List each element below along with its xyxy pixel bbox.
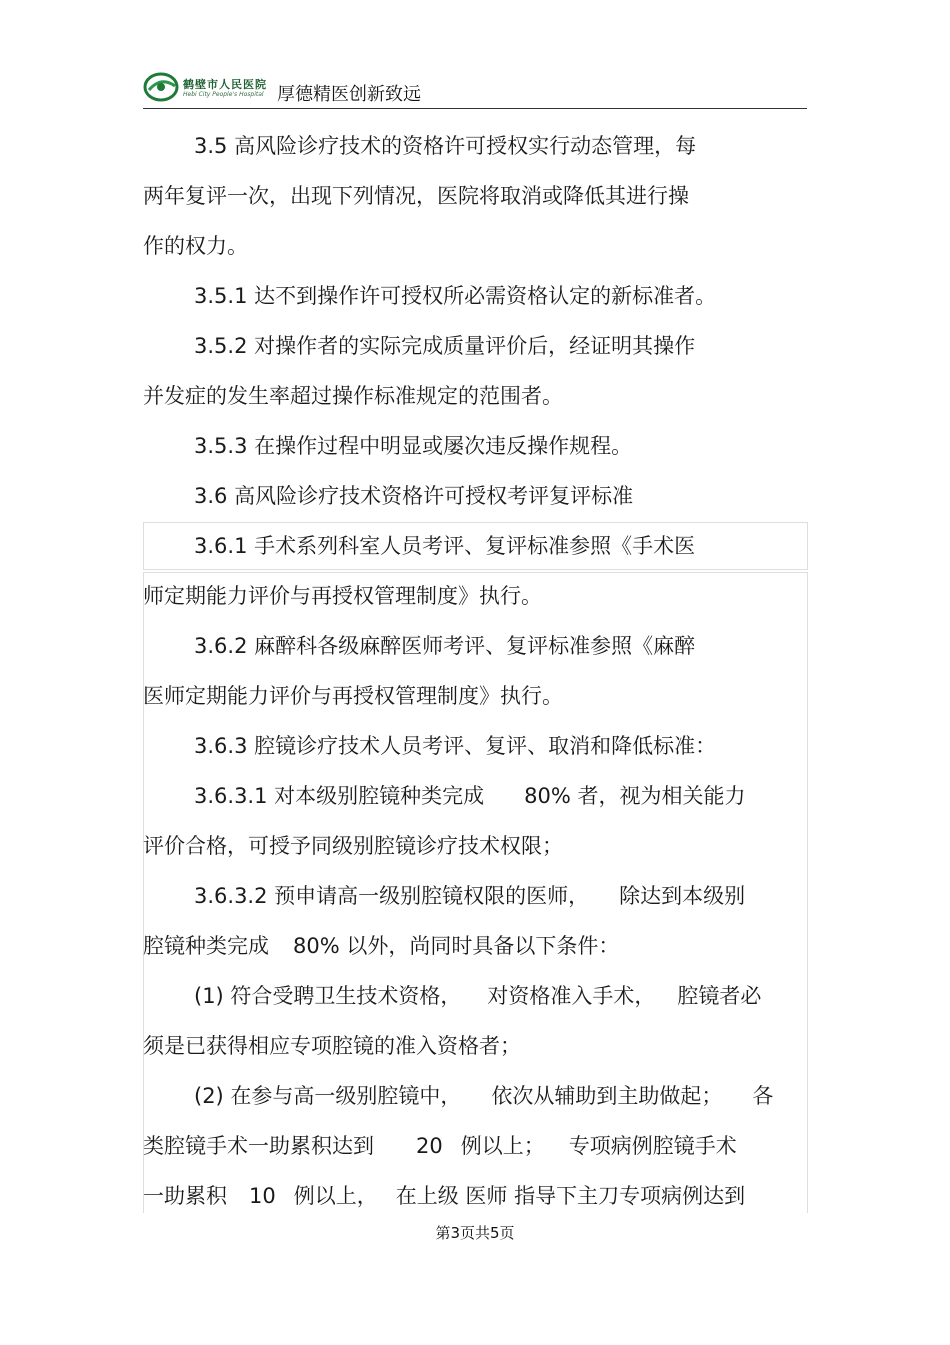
text-segment: 20 [416, 1134, 443, 1158]
text-line [194, 1083, 773, 1109]
text-segment: 3.6.3.1 对本级别腔镜种类完成 [194, 784, 485, 808]
text-line: 3.6.3 腔镜诊疗技术人员考评、复评、取消和降低标准： [194, 734, 717, 758]
text-line: 3.6 高风险诊疗技术资格许可授权考评复评标准 [194, 484, 634, 508]
text-segment: 类腔镜手术一助累积达到 [143, 1134, 374, 1158]
text-segment: 10 [249, 1184, 276, 1208]
text-line: 3.6.1 手术系列科室人员考评、复评标准参照《手术医 [194, 534, 696, 558]
text-segment: 80% 以外，尚同时具备以下条件： [293, 934, 620, 958]
text-line: 须是已获得相应专项腔镜的准入资格者； [143, 1034, 521, 1058]
text-line [143, 933, 619, 959]
text-segment: 腔镜者必 [677, 984, 762, 1008]
text-segment: (2) 在参与高一级别腔镜中， [194, 1084, 462, 1108]
page-header [143, 68, 807, 109]
text-segment: 例以上； [460, 1134, 545, 1158]
text-line [194, 883, 745, 909]
text-segment: 对资格准入手术， [487, 984, 656, 1008]
text-line: 并发症的发生率超过操作标准规定的范围者。 [143, 384, 563, 408]
text-segment: 各 [752, 1084, 774, 1108]
text-line: 3.5 高风险诊疗技术的资格许可授权实行动态管理，每 [194, 134, 697, 158]
text-segment: (1) 符合受聘卫生技术资格， [194, 984, 462, 1008]
text-segment: 80% 者，视为相关能力 [524, 784, 746, 808]
text-segment: 专项病例腔镜手术 [568, 1134, 737, 1158]
text-segment: 例以上， [293, 1184, 378, 1208]
text-segment: 除达到本级别 [619, 884, 746, 908]
text-line: 3.5.3 在操作过程中明显或屡次违反操作规程。 [194, 434, 633, 458]
hospital-emblem-icon [143, 70, 183, 104]
text-line: 评价合格，可授予同级别腔镜诊疗技术权限； [143, 834, 563, 858]
text-segment: 3.6.3.2 预申请高一级别腔镜权限的医师， [194, 884, 590, 908]
text-line [194, 783, 746, 809]
text-line: 师定期能力评价与再授权管理制度》执行。 [143, 584, 542, 608]
logo-chinese-name: 鹤壁市人民医院 [183, 78, 267, 91]
text-line: 3.5.2 对操作者的实际完成质量评价后，经证明其操作 [194, 334, 696, 358]
text-segment: 一助累积 [143, 1184, 227, 1208]
header-motto: 厚德精医创新致远 [277, 84, 421, 105]
text-segment: 在上级 医师 指导下主刀专项病例达到 [395, 1184, 746, 1208]
text-line [143, 1183, 745, 1209]
text-line: 医师定期能力评价与再授权管理制度》执行。 [143, 684, 563, 708]
text-segment: 腔镜种类完成 [143, 934, 269, 958]
hospital-logo [143, 70, 275, 104]
text-line: 两年复评一次，出现下列情况，医院将取消或降低其进行操 [143, 184, 689, 208]
logo-english-name: Hebi City People's Hospital [183, 91, 264, 98]
text-line: 3.6.2 麻醉科各级麻醉医师考评、复评标准参照《麻醉 [194, 634, 696, 658]
page-number: 第3页共5页 [435, 1224, 515, 1242]
text-line: 3.5.1 达不到操作许可授权所必需资格认定的新标准者。 [194, 284, 717, 308]
text-line [143, 1133, 737, 1159]
text-line [194, 983, 761, 1009]
text-line: 作的权力。 [143, 234, 248, 258]
text-segment: 依次从辅助到主助做起； [491, 1084, 723, 1108]
